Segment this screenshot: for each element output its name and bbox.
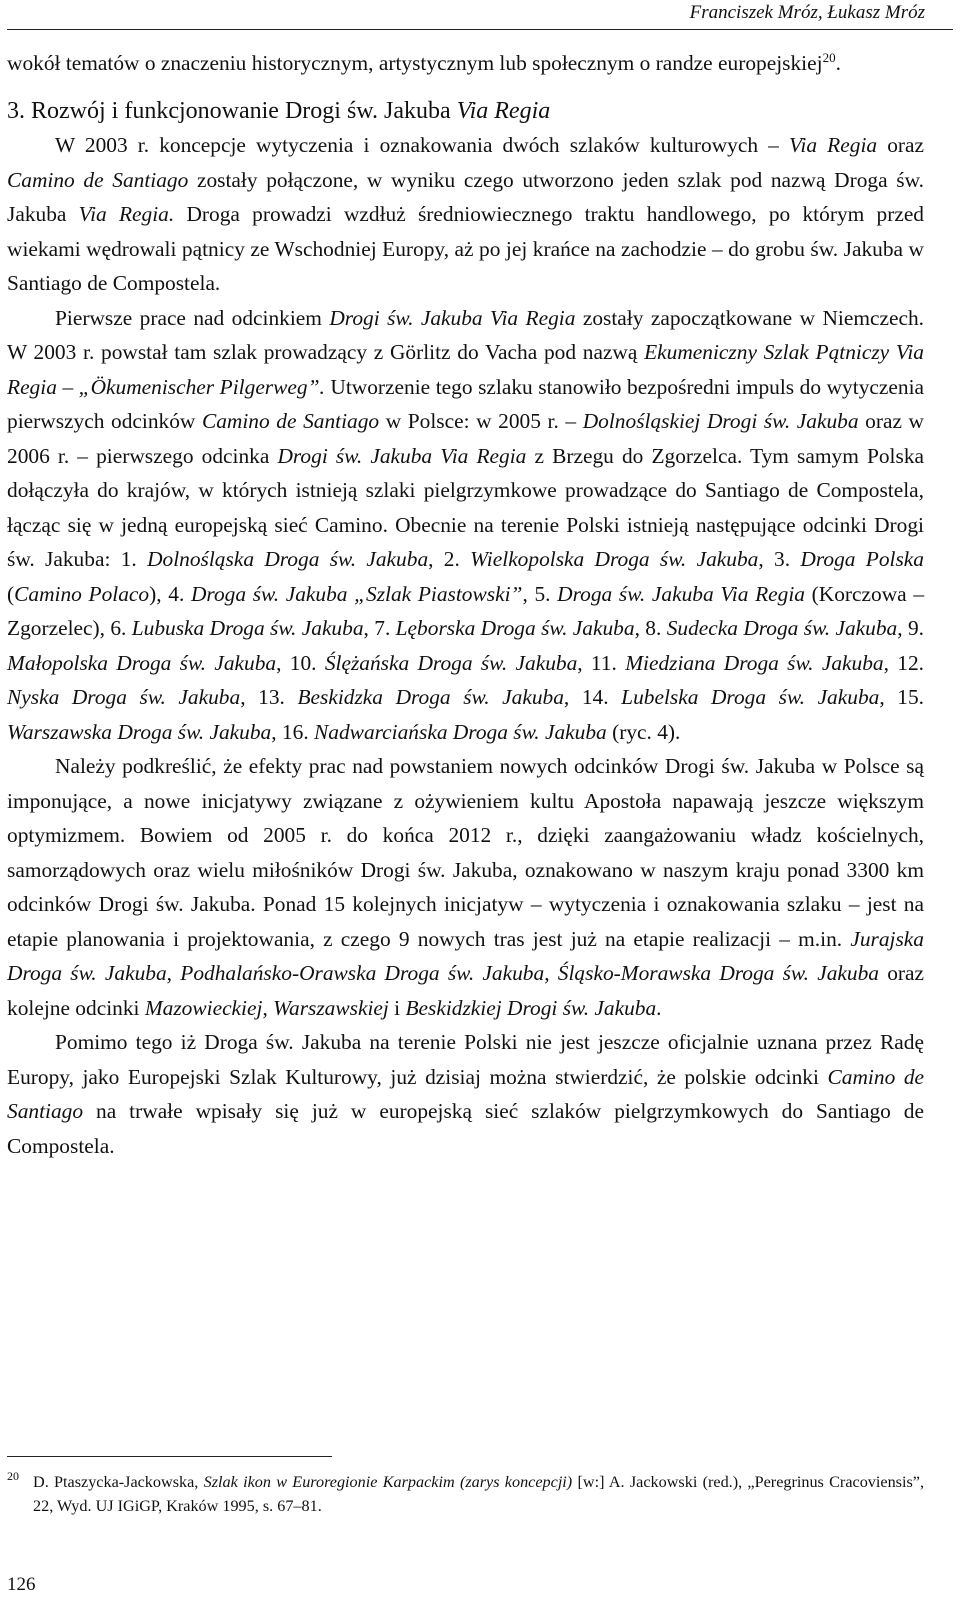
footnote-number: 20 xyxy=(7,1469,19,1483)
footnote-20 xyxy=(7,1470,924,1518)
paragraph-2: Pierwsze prace nad odcinkiem Drogi św. Jakuba Via Regia zostały zapoczątkowane w Niemczech. W 2003 r. powstał tam szlak prowadzący z Görlitz do Vacha pod nazwą Ekumeniczny Szlak Pątniczy Via Regia – „Ökumenischer Pilgerweg”. Utworzenie tego szlaku stanowiło bezpośredni impuls do wytyczenia pierwszych odcinków Camino de Santiago w Polsce: w 2005 r. – Dolnośląskiej Drogi św. Jakuba oraz w 2006 r. – pierwszego odcinka Drogi św. Jakuba Via Regia z Brzegu do Zgorzelca. Tym samym Polska dołączyła do krajów, w których istnieją szlaki pielgrzymkowe prowadzące do Santiago de Compostela, łącząc się w jedną europejską sieć Camino. Obecnie na terenie Polski istnieją następujące odcinki Drogi św. Jakuba: 1. Dolnośląska Droga św. Jakuba, 2. Wielkopolska Droga św. Jakuba, 3. Droga Polska (Camino Polaco), 4. Droga św. Jakuba „Szlak Piastowski”, 5. Droga św. Jakuba Via Regia (Korczowa – Zgorzelec), 6. Lubuska Droga św. Jakuba, 7. Lęborska Droga św. Jakuba, 8. Sudecka Droga św. Jakuba, 9. Małopolska Droga św. Jakuba, 10. Ślężańska Droga św. Jakuba, 11. Miedziana Droga św. Jakuba, 12. Nyska Droga św. Jakuba, 13. Beskidzka Droga św. Jakuba, 14. Lubelska Droga św. Jakuba, 15. Warszawska Droga św. Jakuba, 16. Nadwarciańska Droga św. Jakuba (ryc. 4). xyxy=(7,305,925,744)
paragraph-1: W 2003 r. koncepcje wytyczenia i oznakowania dwóch szlaków kulturowych – Via Regia oraz Camino de Santiago zostały połączone, w wyniku czego utworzono jeden szlak pod nazwą Droga św. Jakuba Via Regia. Droga prowadzi wzdłuż średniowiecznego traktu handlowego, po którym przed wiekami wędrowali pątnicy ze Wschodniej Europy, aż po jej krańce na zachodzie – do grobu św. Jakuba w Santiago de Compostela. xyxy=(7,133,925,295)
heading-text: Rozwój i funkcjonowanie Drogi św. Jakuba xyxy=(31,97,451,124)
intro-end: . xyxy=(835,51,841,75)
heading-italic: Via Regia xyxy=(456,97,551,124)
paragraph-4: Pomimo tego iż Droga św. Jakuba na terenie Polski nie jest jeszcze oficjalnie uznana przez Radę Europy, jako Europejski Szlak Kulturowy, już dzisiaj można stwierdzić, że polskie odcinki Camino de Santiago na trwałe wpisały się już w europejską sieć szlaków pielgrzymkowych do Santiago de Compostela. xyxy=(7,1030,925,1158)
footnote-separator xyxy=(7,1456,332,1457)
page-number: 126 xyxy=(7,1574,36,1595)
running-header xyxy=(0,0,960,30)
header-rule xyxy=(7,29,953,30)
heading-number: 3. xyxy=(7,97,25,124)
footnote-text: D. Ptaszycka-Jackowska, Szlak ikon w Euroregionie Karpackim (zarys koncepcji) [w:] A. Jackowski (red.), „Peregrinus Cracoviensis”, 22, Wyd. UJ IGiGP, Kraków 1995, s. 67–81. xyxy=(33,1473,924,1515)
body-text xyxy=(7,46,924,1163)
paragraph-3: Należy podkreślić, że efekty prac nad powstaniem nowych odcinków Drogi św. Jakuba w Polsce są imponujące, a nowe inicjatywy związane z ożywieniem kultu Apostoła napawają jeszcze większym optymizmem. Bowiem od 2005 r. do końca 2012 r., dzięki zaangażowaniu władz kościelnych, samorządowych oraz wielu miłośników Drogi św. Jakuba, oznakowano w naszym kraju ponad 3300 km odcinków Drogi św. Jakuba. Ponad 15 kolejnych inicjatyw – wytyczenia i oznakowania szlaku – jest na etapie planowania i projektowania, z czego 9 nowych tras jest już na etapie realizacji – m.in. Jurajska Droga św. Jakuba, Podhalańsko-Orawska Droga św. Jakuba, Śląsko-Morawska Droga św. Jakuba oraz kolejne odcinki Mazowieckiej, Warszawskiej i Beskidzkiej Drogi św. Jakuba. xyxy=(7,754,925,1020)
section-heading xyxy=(7,94,924,129)
header-authors: Franciszek Mróz, Łukasz Mróz xyxy=(689,2,925,23)
intro-text: wokół tematów o znaczeniu historycznym, artystycznym lub społecznym o randze europejskiej xyxy=(7,51,823,75)
intro-paragraph xyxy=(7,46,924,81)
footnote-ref-20[interactable]: 20 xyxy=(822,49,836,65)
